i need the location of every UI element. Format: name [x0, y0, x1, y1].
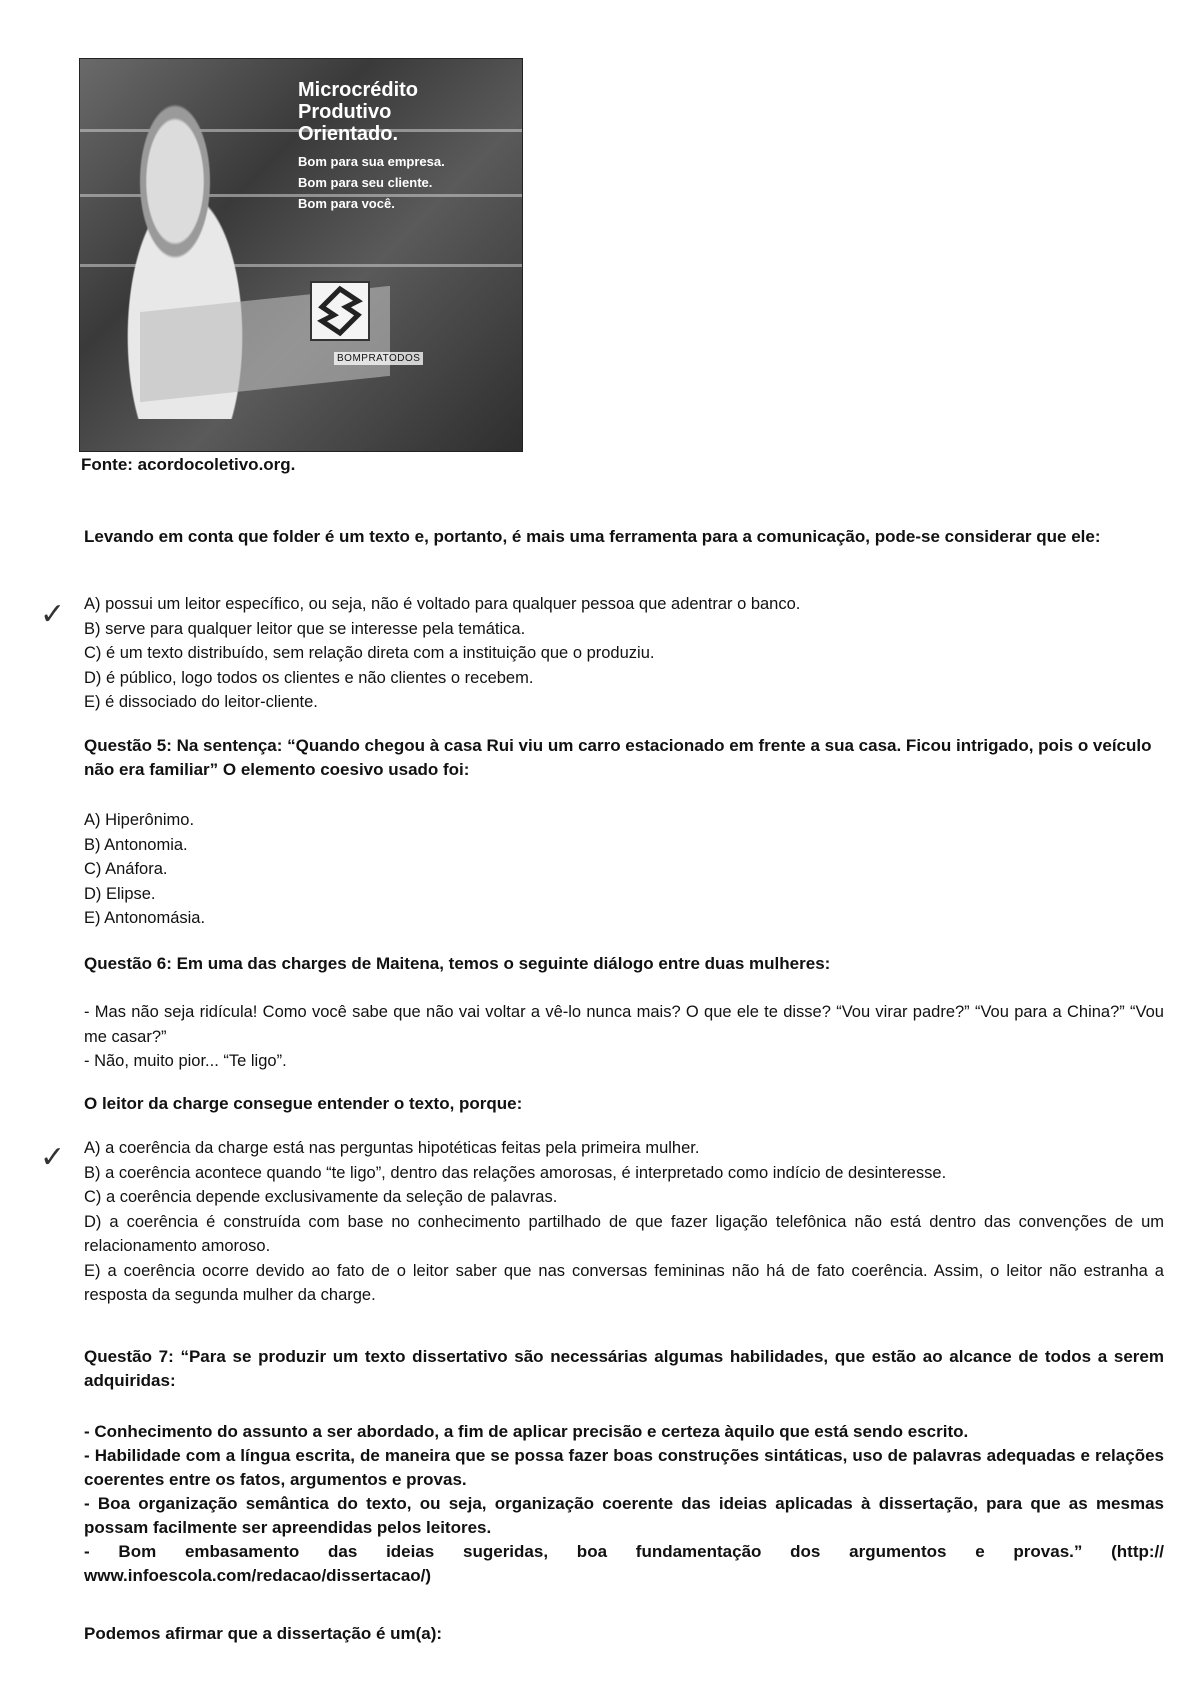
question-7 [84, 1345, 1164, 1393]
ad-tagline: Bom para sua empresa. Bom para seu cliente. Bom para você. [298, 154, 445, 211]
question-5-prompt: Questão 5: Na sentença: “Quando chegou à casa Rui viu um carro estacionado em frente a sua casa. Ficou intrigado, pois o veículo não era familiar” O elemento coesivo usado foi: [84, 736, 1152, 779]
option-c: C) Anáfora. [84, 860, 168, 878]
list-item: - Habilidade com a língua escrita, de maneira que se possa fazer boas construções sintáticas, uso de palavras adequadas e relações coerentes entre os fatos, argumentos e provas. [84, 1446, 1164, 1489]
option-d: D) Elipse. [84, 884, 156, 903]
check-mark-icon: ✓ [40, 1141, 66, 1174]
question-6-subprompt [84, 1092, 1164, 1116]
question-4 [84, 525, 1164, 549]
option-a: A) possui um leitor específico, ou seja, não é voltado para qualquer pessoa que adentrar o banco. [84, 595, 801, 613]
ad-brand: BOMPRATODOS [334, 352, 423, 365]
question-7-items [84, 1420, 1164, 1588]
option-b: B) Antonomia. [84, 835, 188, 854]
option-a: A) Hiperônimo. [84, 811, 195, 829]
option-e: E) a coerência ocorre devido ao fato de o leitor saber que nas conversas femininas não há de fato coerência. Assim, o leitor não estranha a resposta da segunda mulher da charge. [84, 1261, 1164, 1304]
list-item: - Boa organização semântica do texto, ou seja, organização coerente das ideias aplicadas à dissertação, para que as mesmas possam facilmente ser apreendidas pelos leitores. [84, 1494, 1164, 1537]
question-6 [84, 952, 1164, 976]
option-d: D) a coerência é construída com base no conhecimento partilhado de que fazer ligação telefônica não está dentro das convenções de um relacionamento amoroso. [84, 1212, 1164, 1255]
option-d: D) é público, logo todos os clientes e não clientes o recebem. [84, 668, 534, 687]
list-item: - Bom embasamento das ideias sugeridas, boa fundamentação dos argumentos e provas.” (http:// www.infoescola.com/redacao/dissertacao/) [84, 1542, 1164, 1585]
question-7-subprompt [84, 1622, 1164, 1646]
option-e: E) Antonomásia. [84, 909, 206, 927]
question-4-prompt: Levando em conta que folder é um texto e, portanto, é mais uma ferramenta para a comunicação, pode-se considerar que ele: [84, 527, 1101, 546]
microcredit-ad-image [79, 58, 523, 452]
list-item: - Conhecimento do assunto a ser abordado, a fim de aplicar precisão e certeza àquilo que está sendo escrito. [84, 1422, 969, 1441]
ad-headline: Microcrédito Produtivo Orientado. [298, 79, 419, 145]
question-4-options [84, 592, 1164, 715]
question-7-prompt: Questão 7: “Para se produzir um texto dissertativo são necessárias algumas habilidades, que estão ao alcance de todos a serem adquiridas: [84, 1347, 1164, 1390]
option-b: B) serve para qualquer leitor que se interesse pela temática. [84, 619, 526, 638]
dialogue-line: - Mas não seja ridícula! Como você sabe que não vai voltar a vê-lo nunca mais? O que ele te disse? “Vou virar padre?” “Vou para a China?” “Vou me casar?” [84, 1003, 1164, 1046]
option-c: C) a coerência depende exclusivamente da seleção de palavras. [84, 1188, 558, 1206]
question-6-prompt: Questão 6: Em uma das charges de Maitena, temos o seguinte diálogo entre duas mulheres: [84, 954, 831, 973]
question-7-subprompt-text: Podemos afirmar que a dissertação é um(a): [84, 1624, 443, 1643]
bank-logo-icon [310, 281, 370, 341]
question-5 [84, 734, 1164, 782]
option-a: A) a coerência da charge está nas perguntas hipotéticas feitas pela primeira mulher. [84, 1139, 700, 1157]
check-mark-icon: ✓ [40, 598, 66, 631]
option-c: C) é um texto distribuído, sem relação direta com a instituição que o produziu. [84, 644, 655, 662]
dialogue-line: - Não, muito pior... “Te ligo”. [84, 1052, 287, 1070]
image-source: Fonte: acordocoletivo.org. [81, 455, 296, 474]
question-6-subprompt-text: O leitor da charge consegue entender o texto, porque: [84, 1094, 523, 1113]
option-e: E) é dissociado do leitor-cliente. [84, 693, 318, 711]
question-6-options [84, 1136, 1164, 1308]
option-b: B) a coerência acontece quando “te ligo”, dentro das relações amorosas, é interpretado como indício de desinteresse. [84, 1163, 947, 1182]
question-6-dialogue [84, 1000, 1164, 1074]
question-5-options [84, 808, 1164, 931]
